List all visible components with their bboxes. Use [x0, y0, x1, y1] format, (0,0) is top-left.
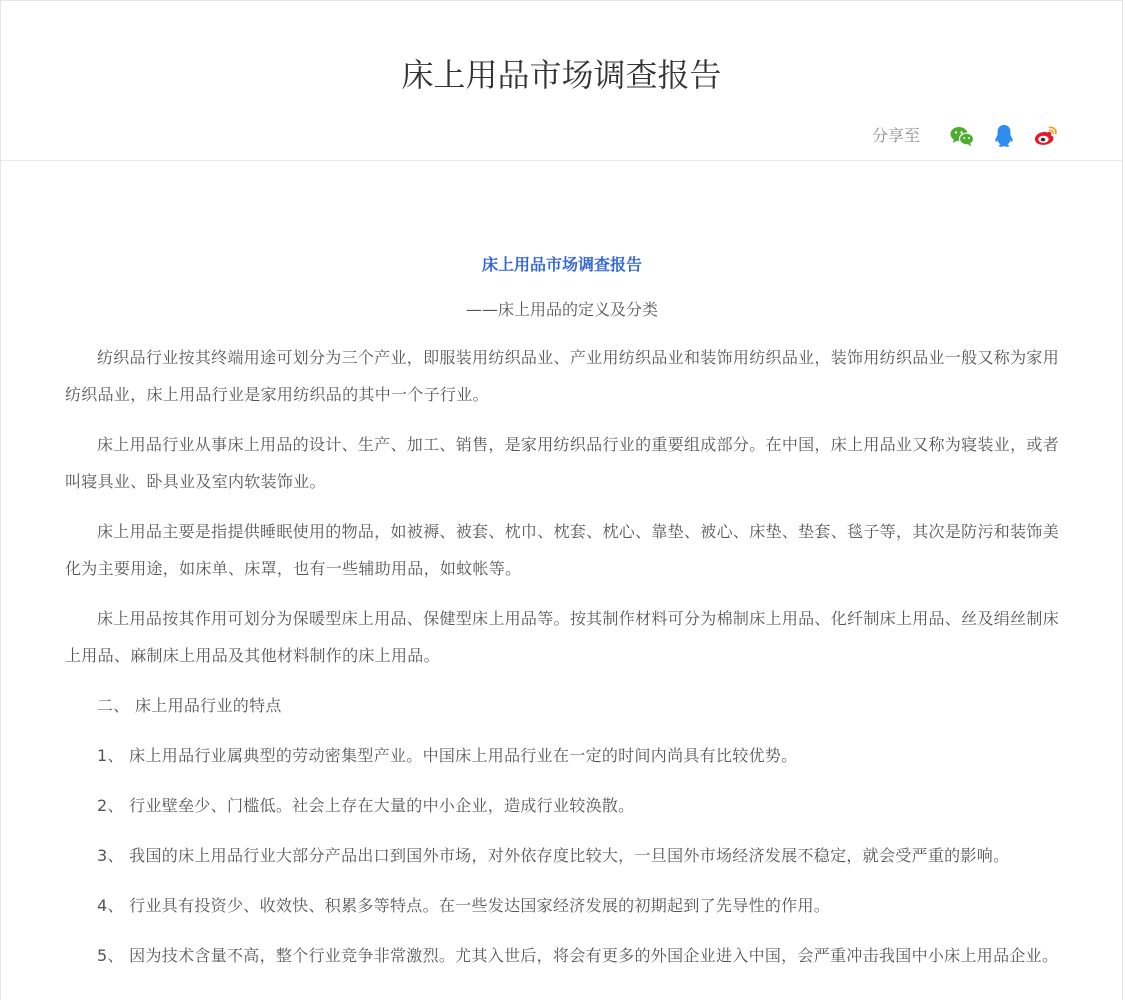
- list-item: 3、 我国的床上用品行业大部分产品出口到国外市场，对外依存度比较大，一旦国外市场经济发展不稳定，就会受严重的影响。: [97, 846, 1010, 865]
- article-title: 床上用品市场调查报告: [481, 255, 642, 274]
- qq-icon[interactable]: [990, 122, 1018, 150]
- paragraph: 床上用品按其作用可划分为保暖型床上用品、保健型床上用品等。按其制作材料可分为棉制床上用品、化纤制床上用品、丝及绢丝制床上用品、麻制床上用品及其他材料制作的床上用品。: [65, 609, 1059, 665]
- paragraph: 床上用品行业从事床上用品的设计、生产、加工、销售，是家用纺织品行业的重要组成部分。在中国，床上用品业又称为寝装业，或者叫寝具业、卧具业及室内软装饰业。: [65, 435, 1059, 491]
- list-item: 1、 床上用品行业属典型的劳动密集型产业。中国床上用品行业在一定的时间内尚具有比较优势。: [97, 746, 798, 765]
- paragraph: 床上用品主要是指提供睡眠使用的物品，如被褥、被套、枕巾、枕套、枕心、靠垫、被心、床垫、垫套、毯子等，其次是防污和装饰美化为主要用途，如床单、床罩，也有一些辅助用品，如蚊帐等。: [65, 522, 1059, 578]
- article-body: [65, 249, 1059, 974]
- paragraph: 纺织品行业按其终端用途可划分为三个产业，即服装用纺织品业、产业用纺织品业和装饰用纺织品业，装饰用纺织品业一般又称为家用纺织品业，床上用品行业是家用纺织品的其中一个子行业。: [65, 348, 1059, 404]
- page-title: 床上用品市场调查报告: [401, 56, 722, 94]
- wechat-icon[interactable]: [948, 122, 976, 150]
- article-subtitle: ——床上用品的定义及分类: [465, 300, 658, 319]
- weibo-icon[interactable]: [1032, 122, 1060, 150]
- share-bar: [872, 122, 1060, 150]
- share-label: 分享至: [871, 126, 920, 145]
- list-item: 2、 行业壁垒少、门槛低。社会上存在大量的中小企业，造成行业较涣散。: [97, 796, 635, 815]
- list-item: 4、 行业具有投资少、收效快、积累多等特点。在一些发达国家经济发展的初期起到了先导性的作用。: [97, 896, 831, 915]
- list-item: 5、 因为技术含量不高，整个行业竞争非常激烈。尤其入世后，将会有更多的外国企业进入中国，会严重冲击我国中小床上用品企业。: [97, 946, 1059, 965]
- page-header: [1, 1, 1122, 161]
- section-heading: 二、 床上用品行业的特点: [97, 696, 282, 715]
